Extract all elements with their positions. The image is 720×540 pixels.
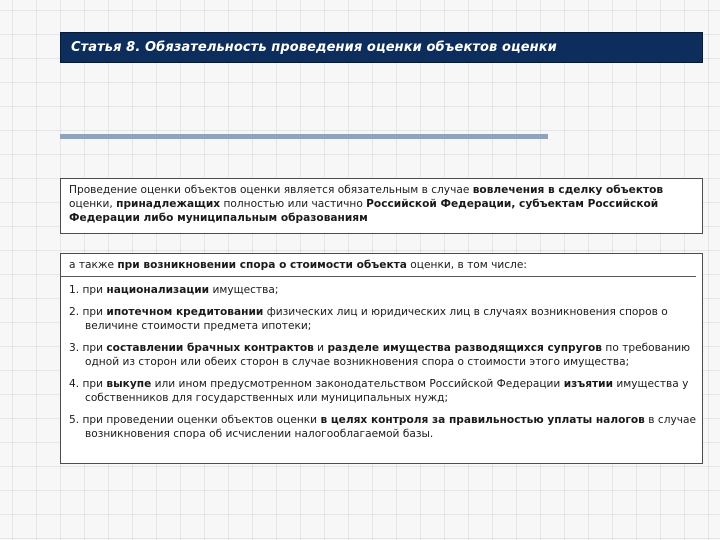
list-item bbox=[61, 377, 696, 405]
emphasis-text: выкупе bbox=[106, 378, 152, 390]
text-segment: в случае возникновения спора об исчислении налогооблагаемой базы. bbox=[85, 414, 697, 440]
dispute-box bbox=[60, 253, 703, 464]
emphasis-text: вовлечения в сделку объектов bbox=[472, 184, 664, 196]
emphasis-text: принадлежащих bbox=[116, 198, 221, 210]
article-title: Статья 8. Обязательность проведения оценки объектов оценки bbox=[71, 40, 557, 55]
emphasis-text: при возникновении спора о стоимости объекта bbox=[117, 259, 407, 271]
text-segment: или ином предусмотренном законодательством Российской Федерации bbox=[151, 378, 564, 390]
list-item bbox=[61, 305, 696, 333]
text-segment: 5. при проведении оценки объектов оценки bbox=[69, 414, 321, 426]
emphasis-text: разделе имущества разводящихся супругов bbox=[327, 342, 603, 354]
emphasis-text: в целях контроля за правильностью уплаты налогов bbox=[320, 414, 645, 426]
text-segment: имущества у собственников для государственных или муниципальных нужд; bbox=[85, 378, 689, 404]
obligation-box bbox=[60, 178, 703, 234]
emphasis-text: национализации bbox=[106, 284, 210, 296]
list-item bbox=[61, 413, 696, 441]
dispute-intro bbox=[61, 256, 696, 277]
emphasis-text: изъятии bbox=[563, 378, 614, 390]
emphasis-text: Российской Федерации, субъектам Российской Федерации либо муниципальным образованиям bbox=[69, 198, 659, 224]
list-item bbox=[61, 341, 696, 369]
divider-bar bbox=[60, 134, 548, 139]
text-segment: оценки, в том числе: bbox=[406, 259, 527, 271]
text-segment: и bbox=[313, 342, 328, 354]
text-segment: Проведение оценки объектов оценки является обязательным в случае bbox=[69, 184, 473, 196]
text-segment: физических лиц и юридических лиц в случаях возникновения споров о величине стоимости предмета ипотеки; bbox=[85, 306, 668, 332]
text-segment: полностью или частично bbox=[220, 198, 367, 210]
text-segment: 4. при bbox=[69, 378, 107, 390]
text-segment: имущества; bbox=[209, 284, 279, 296]
text-segment: 1. при bbox=[69, 284, 107, 296]
emphasis-text: ипотечном кредитовании bbox=[106, 306, 264, 318]
text-segment: оценки, bbox=[69, 198, 117, 210]
emphasis-text: составлении брачных контрактов bbox=[106, 342, 314, 354]
text-segment: по требованию одной из сторон или обеих сторон в случае возникновения спора о стоимости этого имущества; bbox=[85, 342, 691, 368]
obligation-text bbox=[69, 183, 692, 225]
list-item bbox=[61, 283, 696, 297]
case-list bbox=[61, 283, 696, 441]
article-title-bar bbox=[60, 32, 703, 63]
text-segment: 3. при bbox=[69, 342, 107, 354]
text-segment: а также bbox=[69, 259, 118, 271]
text-segment: 2. при bbox=[69, 306, 107, 318]
